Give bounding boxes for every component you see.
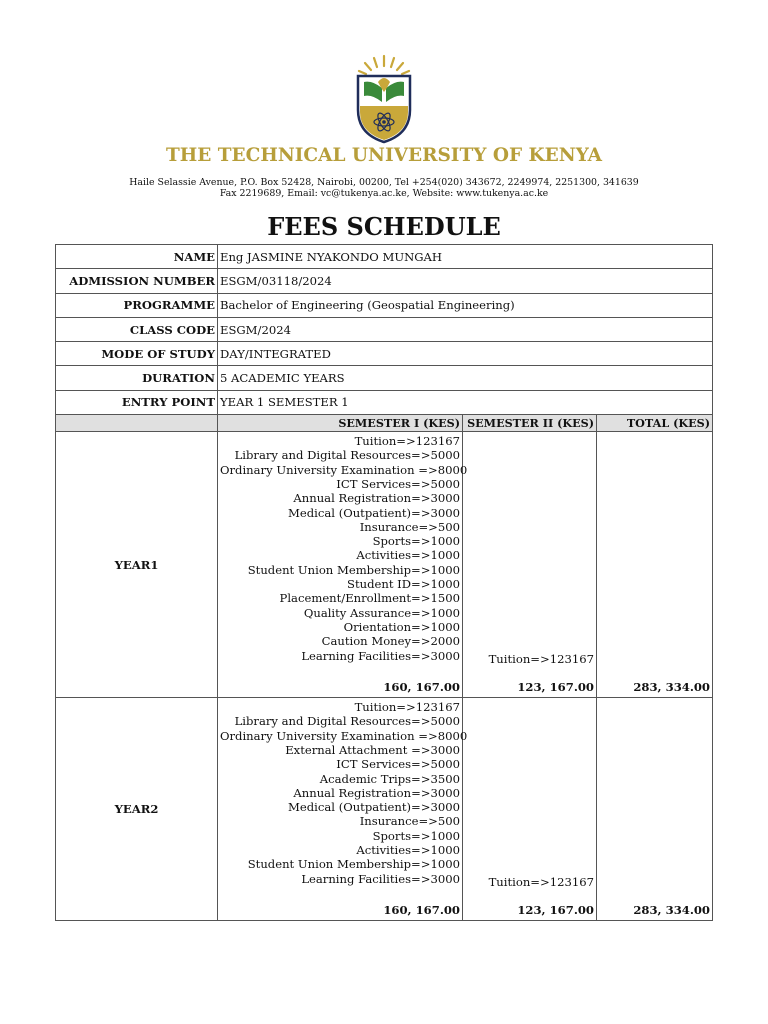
- year-total: 283, 334.00: [633, 903, 711, 918]
- header-blank-cell: [56, 415, 218, 432]
- year-row-2: [56, 698, 713, 921]
- info-row-name: [56, 245, 713, 269]
- year2-semester1-cell: [218, 698, 468, 921]
- fee-item: Activities=>1000: [356, 843, 460, 858]
- document-title: FEES SCHEDULE: [267, 212, 501, 241]
- info-label: MODE OF STUDY: [56, 342, 218, 366]
- info-label: ENTRY POINT: [56, 390, 218, 414]
- year2-total-cell: [597, 698, 713, 921]
- semester-total: 123, 167.00: [517, 680, 594, 695]
- university-address: Haile Selassie Avenue, P.O. Box 52428, Nairobi, 00200, Tel +254(020) 343672, 2249974, 2251300, 341639: [129, 177, 639, 188]
- fee-item: Tuition=>123167: [354, 434, 460, 449]
- info-label: DURATION: [56, 366, 218, 390]
- column-header-semester-1: SEMESTER I (KES): [218, 415, 463, 432]
- year-label: YEAR2: [56, 698, 218, 921]
- year-label: YEAR1: [56, 432, 218, 698]
- fee-items-list: [218, 432, 468, 663]
- semester-total: 123, 167.00: [517, 903, 594, 918]
- fee-item: Quality Assurance=>1000: [303, 605, 460, 620]
- info-value: ESGM/03118/2024: [218, 269, 713, 293]
- fee-item: Annual Registration=>3000: [293, 491, 460, 506]
- fee-item: Sports=>1000: [372, 828, 460, 843]
- info-value: ESGM/2024: [218, 317, 713, 341]
- fee-item: Student Union Membership=>1000: [247, 562, 460, 577]
- info-row-class-code: [56, 317, 713, 341]
- info-row-duration: [56, 366, 713, 390]
- info-value: DAY/INTEGRATED: [218, 342, 713, 366]
- year1-total-cell: [597, 432, 713, 698]
- fee-items-list: [218, 698, 468, 886]
- fee-item: External Attachment =>3000: [285, 742, 460, 757]
- column-header-total: TOTAL (KES): [597, 415, 713, 432]
- fee-item: Student ID=>1000: [347, 577, 460, 592]
- fee-items-list: [463, 650, 596, 666]
- fee-item: Orientation=>1000: [343, 619, 460, 634]
- year1-semester1-cell: [218, 432, 468, 698]
- fees-header-row: [56, 415, 713, 432]
- year-row-1: [56, 432, 713, 698]
- info-value: YEAR 1 SEMESTER 1: [218, 390, 713, 414]
- info-value: Eng JASMINE NYAKONDO MUNGAH: [218, 245, 713, 269]
- fee-item: Student Union Membership=>1000: [247, 857, 460, 872]
- fee-item: Tuition=>123167: [488, 874, 594, 889]
- info-row-admission-number: [56, 269, 713, 293]
- info-row-programme: [56, 293, 713, 317]
- fee-item: Medical (Outpatient)=>3000: [288, 505, 460, 520]
- university-name: THE TECHNICAL UNIVERSITY OF KENYA: [165, 145, 603, 166]
- fee-item: ICT Services=>5000: [336, 757, 460, 772]
- semester-total: 160, 167.00: [383, 680, 460, 695]
- fee-items-list: [463, 873, 596, 889]
- semester-total: 160, 167.00: [383, 903, 460, 918]
- fee-item: Placement/Enrollment=>1500: [279, 591, 460, 606]
- fee-item: Tuition=>123167: [354, 700, 460, 715]
- fee-item: Caution Money=>2000: [321, 634, 460, 649]
- university-contact: Fax 2219689, Email: vc@tukenya.ac.ke, Website: www.tukenya.ac.ke: [219, 188, 549, 199]
- fee-item: Ordinary University Examination =>8000: [220, 462, 468, 477]
- fee-item: Medical (Outpatient)=>3000: [288, 800, 460, 815]
- info-label: PROGRAMME: [56, 293, 218, 317]
- info-label: ADMISSION NUMBER: [56, 269, 218, 293]
- info-row-entry-point: [56, 390, 713, 414]
- year1-semester2-cell: [463, 432, 597, 698]
- fee-item: Learning Facilities=>3000: [301, 871, 460, 886]
- info-label: CLASS CODE: [56, 317, 218, 341]
- column-header-semester-2: SEMESTER II (KES): [463, 415, 597, 432]
- info-value: 5 ACADEMIC YEARS: [218, 366, 713, 390]
- fee-item: Insurance=>500: [359, 814, 460, 829]
- info-value: Bachelor of Engineering (Geospatial Engineering): [218, 293, 713, 317]
- fees-schedule-table: [55, 244, 713, 921]
- fee-item: Library and Digital Resources=>5000: [234, 714, 460, 729]
- year-total: 283, 334.00: [633, 680, 711, 695]
- fee-item: Activities=>1000: [356, 548, 460, 563]
- fee-item: Annual Registration=>3000: [293, 785, 460, 800]
- fee-item: Academic Trips=>3500: [319, 771, 460, 786]
- university-crest-logo: [352, 52, 416, 144]
- fee-item: Ordinary University Examination =>8000: [220, 728, 468, 743]
- fee-item: Tuition=>123167: [488, 651, 594, 666]
- fee-item: Insurance=>500: [359, 519, 460, 534]
- fee-item: Library and Digital Resources=>5000: [234, 448, 460, 463]
- fee-item: ICT Services=>5000: [336, 476, 460, 491]
- fee-item: Sports=>1000: [372, 534, 460, 549]
- fee-item: Learning Facilities=>3000: [301, 648, 460, 663]
- info-row-mode-of-study: [56, 342, 713, 366]
- year2-semester2-cell: [463, 698, 597, 921]
- info-label: NAME: [56, 245, 218, 269]
